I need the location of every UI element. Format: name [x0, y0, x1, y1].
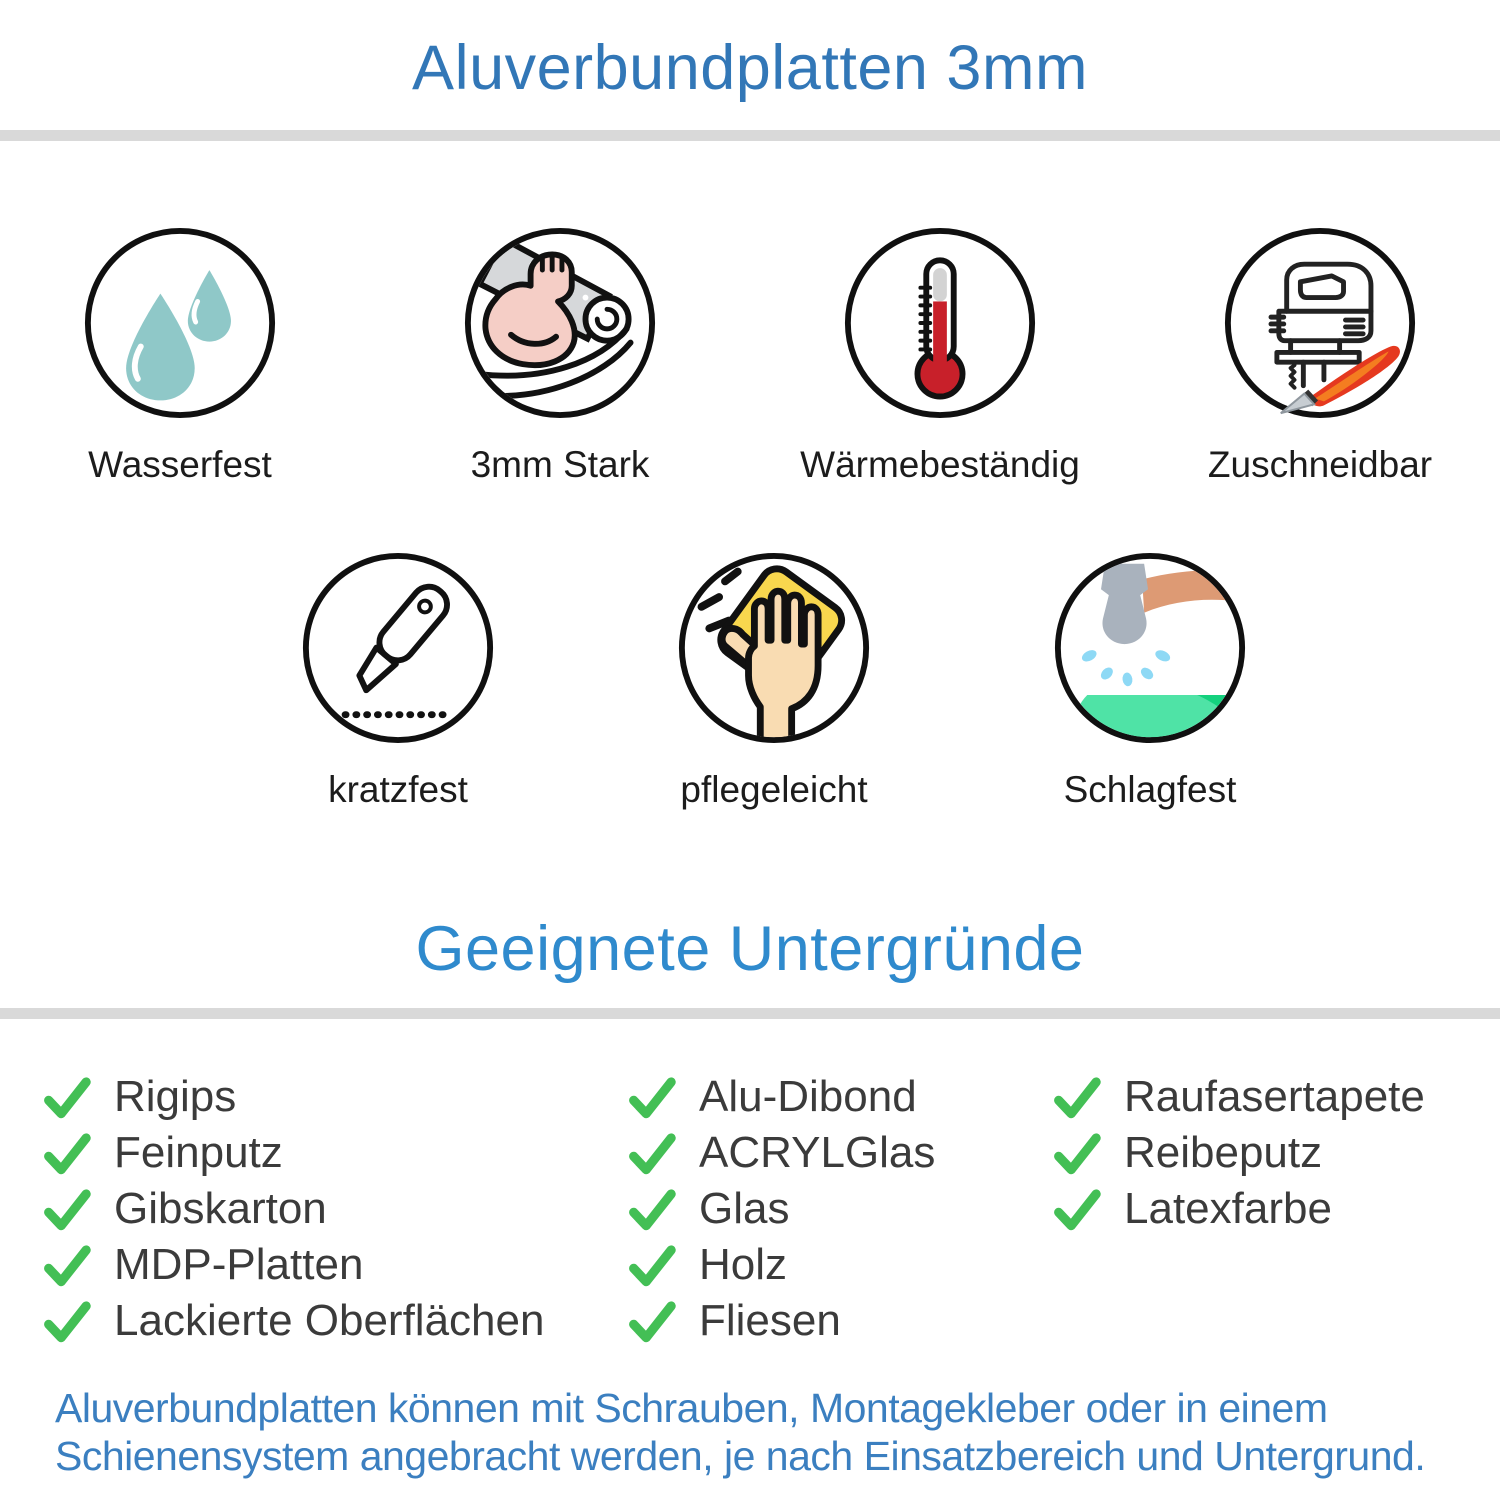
list-item-label: MDP-Platten [114, 1239, 364, 1289]
substrates-list [0, 1069, 1500, 1349]
feature-label: Schlagfest [1063, 768, 1237, 810]
features-row-2 [0, 550, 1500, 811]
list-item-label: Rigips [114, 1071, 237, 1121]
hammer-head [1101, 564, 1148, 644]
list-item [42, 1125, 627, 1181]
substrates-column-2 [627, 1069, 1052, 1349]
feature-label: Wasserfest [88, 444, 272, 486]
water-drops-icon [82, 225, 278, 421]
feature-schlagfest [1052, 550, 1248, 811]
cleaning-hand-icon [676, 550, 872, 746]
list-item-label: Lackierte Oberflächen [114, 1295, 545, 1345]
feature-label: kratzfest [328, 768, 468, 810]
list-item [42, 1237, 627, 1293]
list-item [627, 1125, 1052, 1181]
checkmark-icon [1052, 1128, 1102, 1178]
list-item [627, 1069, 1052, 1125]
list-item [627, 1293, 1052, 1349]
checkmark-icon [627, 1128, 677, 1178]
checkmark-icon [42, 1128, 92, 1178]
checkmark-icon [42, 1184, 92, 1234]
list-item [627, 1181, 1052, 1237]
utility-knife-icon [300, 550, 496, 746]
checkmark-icon [1052, 1184, 1102, 1234]
list-item-label: Feinputz [114, 1127, 283, 1177]
footer-note [0, 1385, 1500, 1481]
feature-label: Zuschneidbar [1207, 444, 1433, 486]
divider-middle [0, 1008, 1500, 1019]
feature-zuschneidbar [1207, 225, 1433, 486]
footer-line-1: Aluverbundplatten können mit Schrauben, Montagekleber oder in einem [55, 1384, 1328, 1431]
list-item [627, 1237, 1052, 1293]
checkmark-icon [627, 1296, 677, 1346]
list-item [42, 1181, 627, 1237]
feature-label: Wärmebeständig [800, 444, 1080, 486]
list-item-label: Latexfarbe [1124, 1183, 1332, 1233]
muscle-arm-icon [462, 225, 658, 421]
list-item-label: Reibeputz [1124, 1127, 1323, 1177]
thermometer-icon [842, 225, 1038, 421]
checkmark-icon [42, 1072, 92, 1122]
page-title: Aluverbundplatten 3mm [412, 33, 1088, 103]
footer-line-2: Schienensystem angebracht werden, je nach Einsatzbereich und Untergrund. [55, 1432, 1426, 1479]
hammer-icon [1052, 550, 1248, 746]
substrates-column-3 [1052, 1069, 1500, 1349]
checkmark-icon [627, 1240, 677, 1290]
list-item [1052, 1181, 1500, 1237]
checkmark-icon [42, 1296, 92, 1346]
checkmark-icon [1052, 1072, 1102, 1122]
feature-pflegeleicht [676, 550, 872, 811]
list-item-label: Raufasertapete [1124, 1071, 1425, 1121]
feature-label: pflegeleicht [680, 768, 868, 810]
section-title: Geeignete Untergründe [415, 913, 1085, 984]
list-item-label: Fliesen [699, 1295, 841, 1345]
list-item-label: Gibskarton [114, 1183, 327, 1233]
feature-3mm-stark [462, 225, 658, 486]
divider-top [0, 130, 1500, 141]
checkmark-icon [627, 1072, 677, 1122]
list-item-label: Holz [699, 1239, 788, 1289]
features-row-1 [0, 225, 1500, 486]
feature-wasserfest [82, 225, 278, 486]
list-item [1052, 1069, 1500, 1125]
list-item-label: Glas [699, 1183, 790, 1233]
feature-kratzfest [300, 550, 496, 811]
checkmark-icon [627, 1184, 677, 1234]
list-item-label: Alu-Dibond [699, 1071, 917, 1121]
checkmark-icon [42, 1240, 92, 1290]
list-item [42, 1069, 627, 1125]
list-item [1052, 1125, 1500, 1181]
feature-label: 3mm Stark [470, 444, 650, 486]
list-item-label: ACRYLGlas [699, 1127, 936, 1177]
feature-waermebestaendig [800, 225, 1080, 486]
list-item [42, 1293, 627, 1349]
substrates-column-1 [42, 1069, 627, 1349]
jigsaw-icon [1222, 225, 1418, 421]
